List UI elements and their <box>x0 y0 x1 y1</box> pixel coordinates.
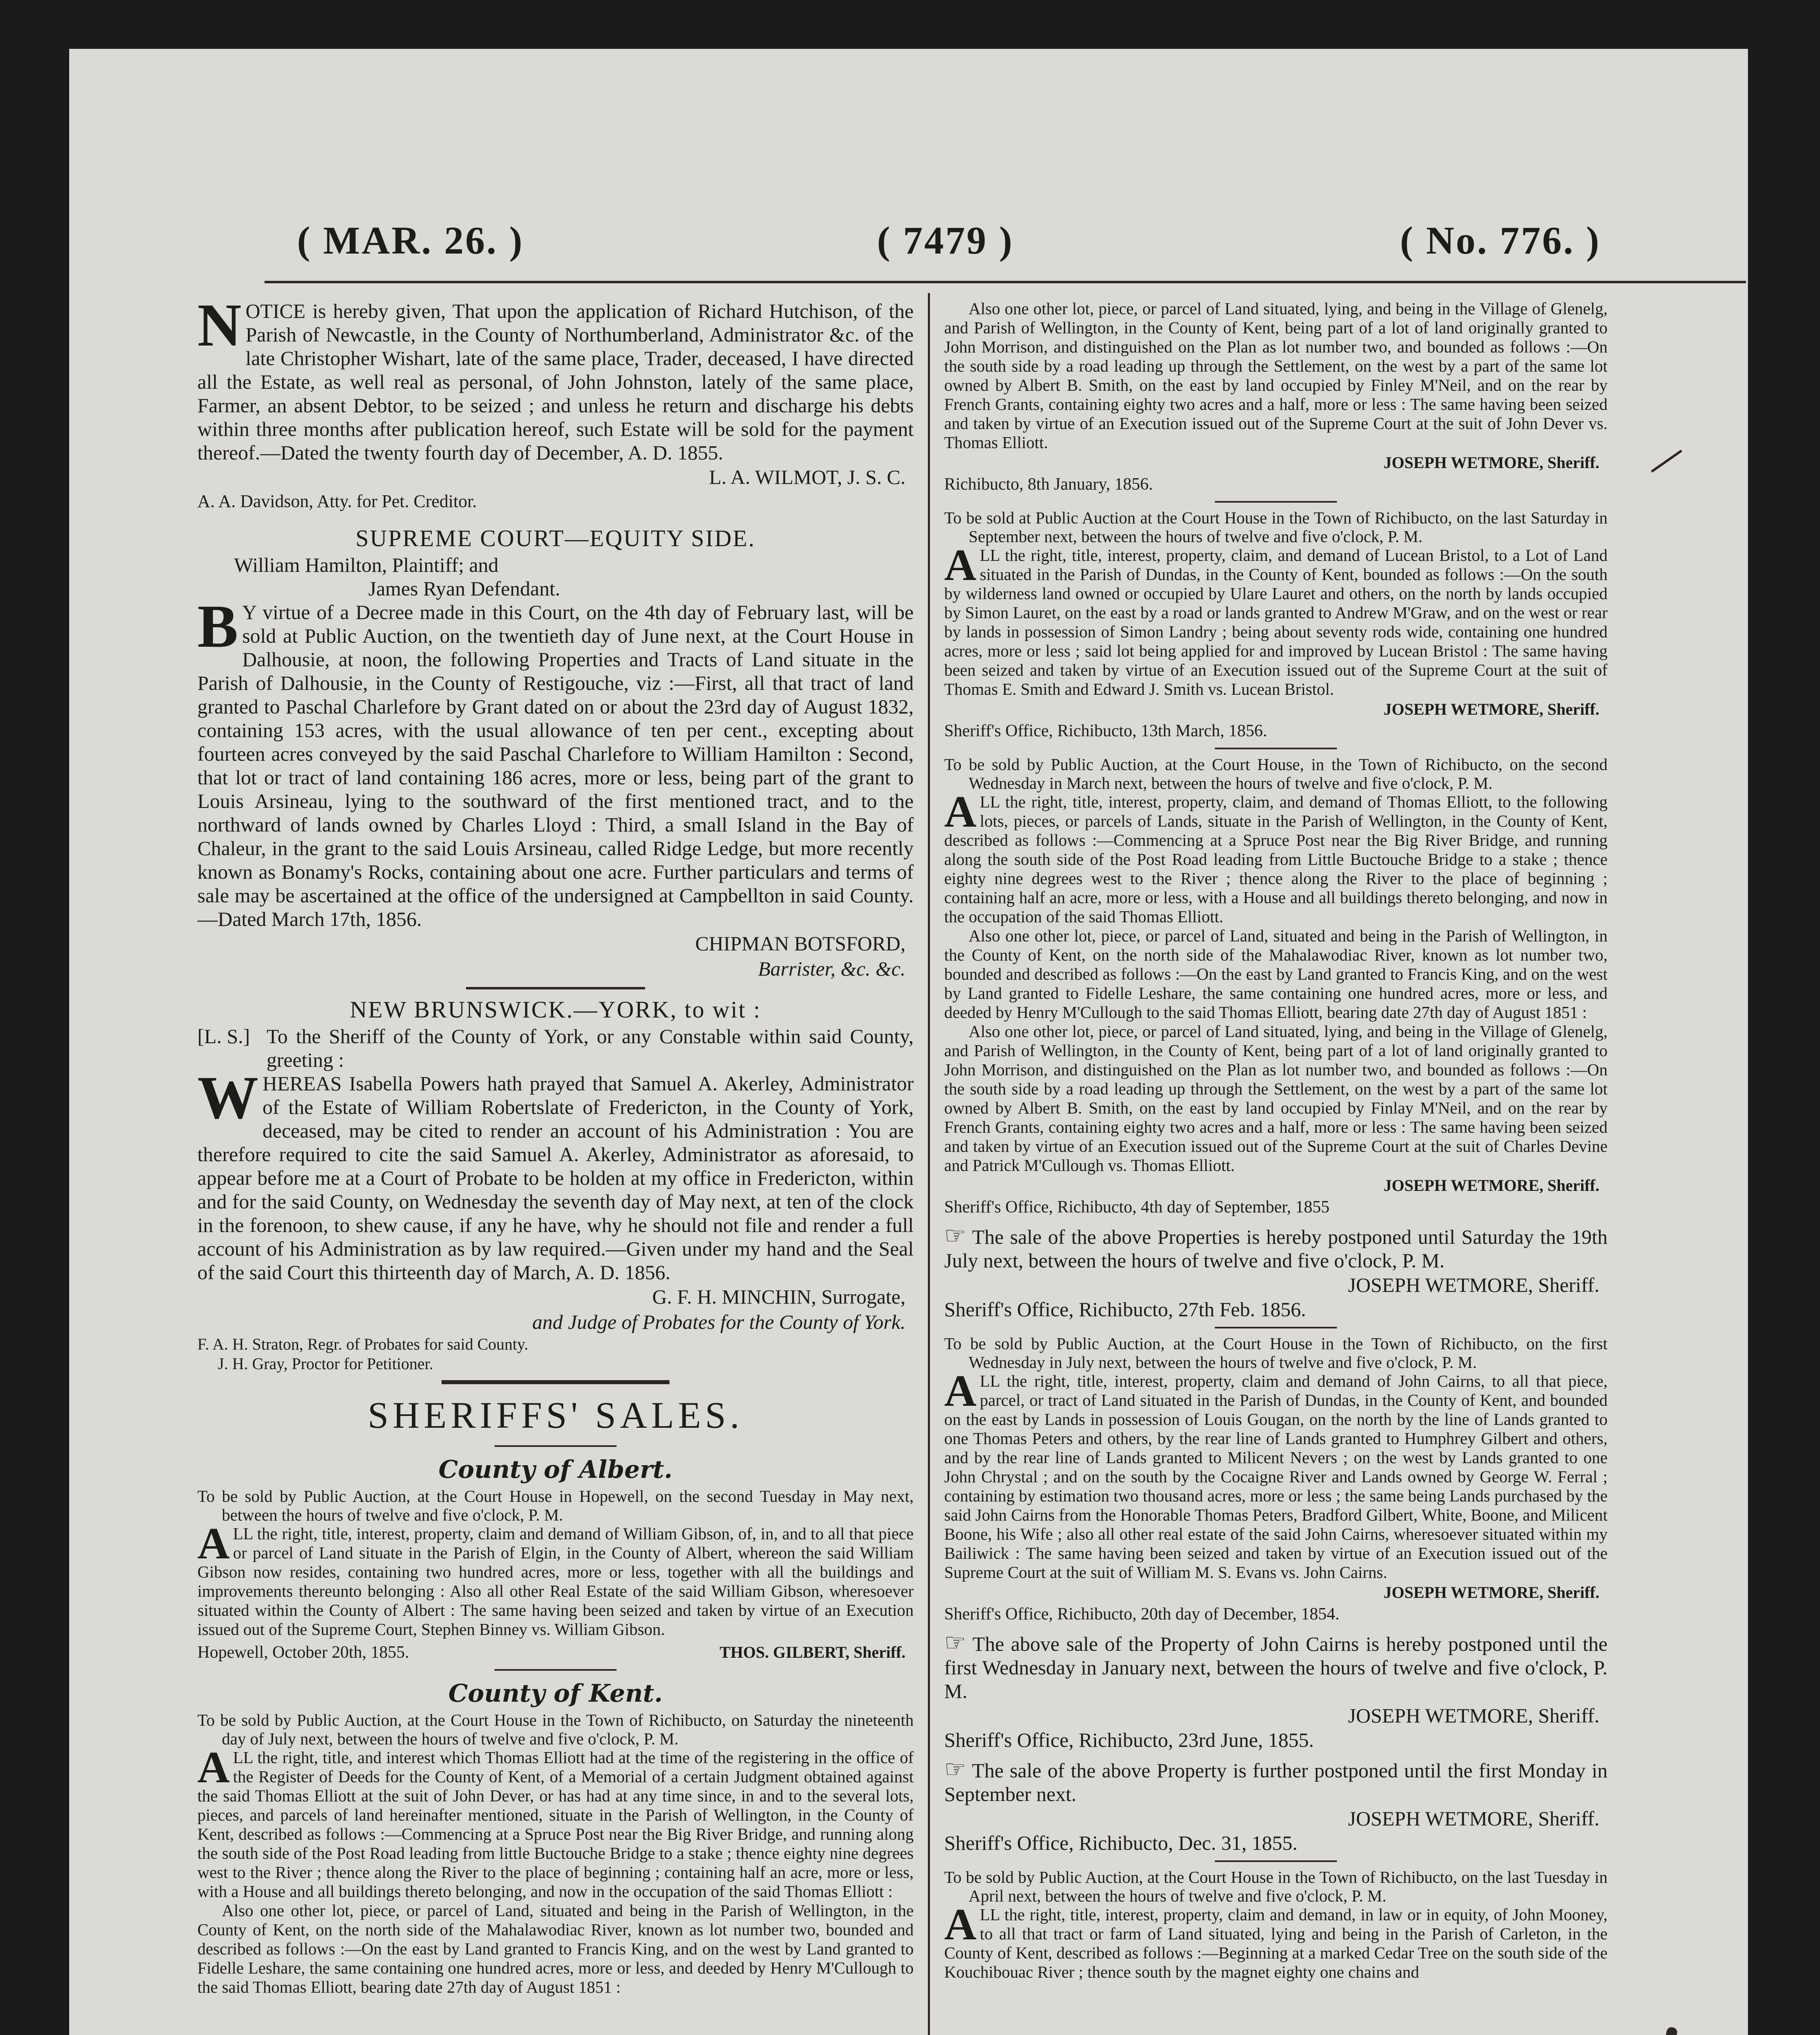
drop-cap: A <box>944 540 977 590</box>
issue-date: ( MAR. 26. ) <box>297 219 524 262</box>
postponement-2 <box>944 1631 1608 1752</box>
dundas-text: LL the right, title, interest, property, claim, and demand of Lucean Bristol, to a Lot of Land situated in the Parish of Dundas, in the County of Kent, bounded as follows :—On the south by wilderness land owned or occupied by Ulare Lauret and others, on the north by lands occupied by Simon Lauret, on the east by a road or lands granted to Andrew M'Graw, and on the west or rear by lands in possession of Simon Landry ; being about seventy rods wide, containing one hundred acres, more or less ; said lot being applied for and improved by Lucean Bristol : The same having been seized and taken by virtue of an Execution issued out of the Supreme Court at the suit of Thomas E. Smith and Edward J. Smith vs. Lucean Bristol. <box>944 546 1608 698</box>
county-heading: County of Kent. <box>448 1679 663 1708</box>
drop-cap: B <box>197 593 238 660</box>
sheriff-signature: JOSEPH WETMORE, Sheriff. <box>1383 453 1599 472</box>
pointing-hand-icon: ☞ <box>944 1756 966 1783</box>
kent-text-continued: Also one other lot, piece, or parcel of Land, situated and being in the Parish of Wellington, in the County of Kent, on the north side of the Mahalawodiac River, known as lot number two, bounded and described as follows :—On the east by Land granted to Francis King, and on the west by Land granted to Fidelle Leshare, the same containing one hundred acres, more or less, and deeded by Henry M'Cullough to the said Thomas Elliott, bearing date 27th day of August 1851 : <box>197 1901 914 1996</box>
sale-dateline: Sheriff's Office, Richibucto, 20th day of December, 1854. <box>944 1605 1340 1624</box>
drop-cap: A <box>944 1899 977 1949</box>
equity-text: Y virtue of a Decree made in this Court, on the 4th day of February last, will be sold at Public Auction, on the twentieth day of June next, at the Court House in Dalhousie, at noon, the following Properties and Tracts of Land situate in the Parish of Dalhousie, in the County of Restigouche, viz :—First, all that tract of land granted to Paschal Charlefore by Grant dated on or about the 23rd day of August 1832, containing 153 acres, with the usual allowance of ten per cent., excepting about fourteen acres conveyed by the said Paschal Charlefore to William Hamilton : Second, that lot or tract of land containing 186 acres, more or less, being part of the grant to Louis Arsineau, lying to the southward of the first mentioned tract, and to the northward of lands owned by Charles Lloyd : Third, a small Island in the Bay of Chaleur, in the grant to the said Louis Arsineau, called Ridge Ledge, but more recently known as Bonamy's Rocks, containing about one acre. Further particulars and terms of sale may be ascertained at the office of the undersigned at Campbellton in said County.—Dated March 17th, 1856. <box>197 601 914 930</box>
york-role: and Judge of Probates for the County of York. <box>532 1311 906 1333</box>
sheriff-signature: JOSEPH WETMORE, Sheriff. <box>1383 700 1599 718</box>
sheriff-signature: JOSEPH WETMORE, Sheriff. <box>1383 1583 1599 1602</box>
sheriff-signature: JOSEPH WETMORE, Sheriff. <box>1348 1807 1599 1830</box>
drop-cap: A <box>944 1366 977 1416</box>
sale-dateline: Hopewell, October 20th, 1855. <box>197 1643 409 1662</box>
drop-cap: A <box>944 787 977 836</box>
cairns-section <box>944 1334 1608 1625</box>
notice-attorney: A. A. Davidson, Atty. for Pet. Creditor. <box>197 491 477 511</box>
postponement-1 <box>944 1224 1608 1321</box>
drop-cap: A <box>197 1742 230 1792</box>
equity-parties-plaintiff: William Hamilton, Plaintiff; and <box>234 554 499 576</box>
notice-signature: L. A. WILMOT, J. S. C. <box>709 466 906 488</box>
york-proctor: J. H. Gray, Proctor for Petitioner. <box>218 1354 433 1373</box>
left-column <box>197 299 914 2035</box>
sale-dateline: Richibucto, 8th January, 1856. <box>944 475 1153 494</box>
sheriff-signature: JOSEPH WETMORE, Sheriff. <box>1348 1274 1599 1296</box>
page-number: ( 7479 ) <box>877 219 1014 262</box>
sale-intro: To be sold by Public Auction, at the Court House in Hopewell, on the second Tuesday in May next, between the hours of twelve and five o'clock, P. M. <box>197 1487 914 1524</box>
equity-section <box>197 524 914 981</box>
sheriff-signature: JOSEPH WETMORE, Sheriff. <box>1383 1176 1599 1195</box>
postponement-text: The sale of the above Property is further postponed until the first Monday in September next. <box>944 1759 1608 1805</box>
notice-section <box>197 299 914 513</box>
county-heading: County of Albert. <box>438 1455 673 1484</box>
elliott-text-second-lot: Also one other lot, piece, or parcel of Land, situated and being in the Parish of Wellington, in the County of Kent, on the north side of the Mahalawodiac River, known as lot number two, bounded and described as follows :—On the east by Land granted to Francis King, and on the west by Land granted to Fidelle Leshare, the same containing one hundred acres, more or less, and deeded by Henry M'Cullough to the said Thomas Elliott, bearing date 27th day of August 1851 : <box>944 926 1608 1022</box>
york-section <box>197 995 914 1374</box>
drop-cap: A <box>197 1519 230 1568</box>
equity-role: Barrister, &c. &c. <box>758 957 906 980</box>
drop-cap: W <box>197 1064 258 1131</box>
equity-parties-defendant: James Ryan Defendant. <box>368 577 560 600</box>
elliott-section <box>944 755 1608 1218</box>
cairns-text: LL the right, title, interest, property, claim and demand of John Cairns, to all that piece, parcel, or tract of Land situated in the Parish of Dundas, in the County of Kent, and bounded on the east by Lands in possession of Louis Gougan, on the north by the line of Lands granted to one Thomas Peters and others, by the rear line of Lands granted to Humphrey Gilbert and others, and by the rear line of Lands granted to Milicent Nevers ; on the west by Lands granted to one John Chrystal ; and on the south by the Cocaigne River and Lands owned by George W. Ferral ; containing by estimation two thousand acres, more or less ; the same being Lands purchased by the said John Cairns from the Honorable Thomas Peters, Bradford Gilbert, White, Boone, and Milicent Boone, his Wife ; also all other real estate of the said John Cairns, wheresoever situated within my Bailiwick : The same having been seized and taken by virtue of an Execution issued out of the Supreme Court at the suit of William M. S. Evans vs. John Cairns. <box>944 1372 1608 1582</box>
header-rule <box>265 281 1746 283</box>
right-column <box>944 299 1608 2035</box>
sale-intro: To be sold by Public Auction, at the Court House in the Town of Richibucto, on Saturday the nineteenth day of July next, between the hours of twelve and five o'clock, P. M. <box>197 1711 914 1748</box>
sale-intro: To be sold at Public Auction at the Court House in the Town of Richibucto, on the last Saturday in September next, between the hours of twelve and five o'clock, P. M. <box>944 508 1608 546</box>
equity-title: SUPREME COURT—EQUITY SIDE. <box>355 525 756 551</box>
postponement-text: The sale of the above Properties is hereby postponed until Saturday the 19th July next, between the hours of twelve and five o'clock, P. M. <box>944 1225 1608 1272</box>
mooney-section <box>944 1868 1608 1982</box>
kent-section <box>197 1676 914 1997</box>
sale-dateline: Sheriff's Office, Richibucto, 23rd June, 1855. <box>944 1729 1314 1751</box>
elliott-text-third-lot: Also one other lot, piece, or parcel of Land situated, lying, and being in the Village of Glenelg, and Parish of Wellington, in the County of Kent, being part of a lot of land originally granted to John Morrison, and distinguished on the Plan as lot number two, and bounded as follows :—On the south side by a road leading up through the Settlement, on the west by a part of the same lot owned by Albert B. Smith, on the east by land occupied by Finlay M'Neil, and on the rear by French Grants, containing eighty two acres and a half, more or less : The same having been seized and taken by virtue of an Execution issued out of the Supreme Court at the suit of Charles Devine and Patrick M'Cullough vs. Thomas Elliott. <box>944 1022 1608 1175</box>
ink-mark <box>1651 450 1682 473</box>
sale-dateline: Sheriff's Office, Richibucto, 13th March, 1856. <box>944 722 1267 740</box>
equity-signature: CHIPMAN BOTSFORD, <box>695 932 906 955</box>
drop-cap: N <box>197 299 242 359</box>
york-text: HEREAS Isabella Powers hath prayed that Samuel A. Akerley, Administrator of the Estate of William Robertslate of Fredericton, in the County of York, deceased, may be cited to render an account of his Administration : You are therefore required to cite the said Samuel A. Akerley, Administrator as aforesaid, to appear before me at a Court of Probate to be holden at my office in Fredericton, within and for the said County, on Wednesday the seventh day of May next, at ten of the clock in the forenoon, to shew cause, if any he have, why he should not file and render a full account of his Administration as by law required.—Given under my hand and the Seal of the said Court this thirteenth day of March, A. D. 1856. <box>197 1072 914 1284</box>
issue-number: ( No. 776. ) <box>1400 219 1601 262</box>
sale-intro: To be sold by Public Auction, at the Court House in the Town of Richibucto, on the first Wednesday in July next, between the hours of twelve and five o'clock, P. M. <box>944 1334 1608 1372</box>
postponement-text: The above sale of the Property of John Cairns is hereby postponed until the first Wednesday in January next, between the hours of twelve and five o'clock, P. M. <box>944 1632 1608 1702</box>
sheriff-signature: JOSEPH WETMORE, Sheriff. <box>1348 1704 1599 1727</box>
column-rule <box>928 293 930 2035</box>
sheriffs-sales-title: SHERIFFS' SALES. <box>368 1394 744 1436</box>
york-signature: G. F. H. MINCHIN, Surrogate, <box>652 1285 906 1308</box>
york-title: NEW BRUNSWICK.—YORK, to wit : <box>350 996 761 1023</box>
pointing-hand-icon: ☞ <box>944 1222 966 1249</box>
continued-text: Also one other lot, piece, or parcel of Land situated, lying, and being in the Village of Glenelg, and Parish of Wellington, in the County of Kent, being part of a lot of land originally granted to John Morrison, and distinguished on the Plan as lot number two, and bounded as follows :—On the south side by a road leading up through the Settlement, on the west by a part of the same lot owned by Albert B. Smith, on the east by land occupied by Finley M'Neil, and on the rear by French Grants, containing eighty two acres and a half, more or less : The same having been seized and taken by virtue of an Execution issued out of the Supreme Court at the suit of John Dever vs. Thomas Elliott. <box>944 299 1608 452</box>
seal-mark: [L. S.] <box>197 1025 250 1048</box>
albert-section <box>197 1453 914 1663</box>
continued-section <box>944 299 1608 495</box>
sale-dateline: Sheriff's Office, Richibucto, 27th Feb. 1856. <box>944 1298 1306 1321</box>
dundas-section <box>944 508 1608 742</box>
sale-dateline: Sheriff's Office, Richibucto, 4th day of September, 1855 <box>944 1198 1330 1217</box>
ink-mark <box>1658 2026 1678 2035</box>
albert-text: LL the right, title, interest, property, claim and demand of William Gibson, of, in, and to all that piece or parcel of Land situate in the Parish of Elgin, in the County of Albert, whereon the said William Gibson now resides, containing two hundred acres, more or less, together with all the buildings and improvements thereunto belonging : Also all other Real Estate of the said William Gibson, wheresoever situated within the County of Albert : The same having been seized and taken by virtue of an Execution issued out of the Supreme Court, Stephen Binney vs. William Gibson. <box>197 1524 914 1639</box>
postponement-3 <box>944 1757 1608 1855</box>
sheriff-signature: THOS. GILBERT, Sheriff. <box>720 1643 906 1661</box>
sale-dateline: Sheriff's Office, Richibucto, Dec. 31, 1855. <box>944 1831 1298 1854</box>
mooney-text: LL the right, title, interest, property, claim and demand, in law or in equity, of John Mooney, to all that tract or farm of Land situated, lying and being in the Parish of Carleton, in the County of Kent, described as follows :—Beginning at a marked Cedar Tree on the south side of the Kouchibouac River ; thence south by the magnet eighty one chains and <box>944 1905 1608 1981</box>
kent-text: LL the right, title, and interest which Thomas Elliott had at the time of the registering in the office of the Register of Deeds for the County of Kent, of a Memorial of a certain Judgment obtained against the said Thomas Elliott at the suit of John Dever, or has had at any time since, in and to the several lots, pieces, and parcels of land hereinafter mentioned, situate in the Parish of Wellington, in the County of Kent, described as follows :—Commencing at a Spruce Post near the Big River Bridge, and running along the south side of the Post Road leading from little Buctouche Bridge to a stake ; thence eighty nine degrees west to the River ; thence along the River to the place of beginning ; containing half an acre, more or less, with a House and all buildings thereto belonging, and now in the occupation of the said Thomas Elliott : <box>197 1748 914 1901</box>
elliott-text: LL the right, title, interest, property, claim, and demand of Thomas Elliott, to the following lots, pieces, or parcels of Lands, situate in the Parish of Wellington, in the County of Kent, described as follows :—Commencing at a Spruce Post near the Big River Bridge, and running along the south side of the Post Road leading from Little Buctouche Bridge to a stake ; thence eighty nine degrees west to the River ; thence along the River to the place of beginning ; containing half an acre, more or less, with a House and all buildings thereto belonging, and now in the occupation of the said Thomas Elliott. <box>944 792 1608 926</box>
newspaper-page <box>69 49 1748 2035</box>
york-registrar: F. A. H. Straton, Regr. of Probates for said County. <box>197 1335 529 1353</box>
sale-intro: To be sold by Public Auction, at the Court House in the Town of Richibucto, on the last Tuesday in April next, between the hours of twelve and five o'clock, P. M. <box>944 1868 1608 1905</box>
york-address: To the Sheriff of the County of York, or any Constable within said County, greeting : <box>267 1025 914 1071</box>
notice-text: OTICE is hereby given, That upon the application of Richard Hutchison, of the Parish of Newcastle, in the County of Northumberland, Administrator &c. of the late Christopher Wishart, late of the same place, Trader, deceased, I have directed all the Estate, as well real as personal, of John Johnston, lately of the same place, Farmer, an absent Debtor, to be seized ; and unless he return and discharge his debts within three months after publication hereof, such Estate will be sold for the payment thereof.—Dated the twenty fourth day of December, A. D. 1855. <box>197 300 914 464</box>
sale-intro: To be sold by Public Auction, at the Court House, in the Town of Richibucto, on the second Wednesday in March next, between the hours of twelve and five o'clock, P. M. <box>944 755 1608 792</box>
pointing-hand-icon: ☞ <box>944 1629 966 1656</box>
